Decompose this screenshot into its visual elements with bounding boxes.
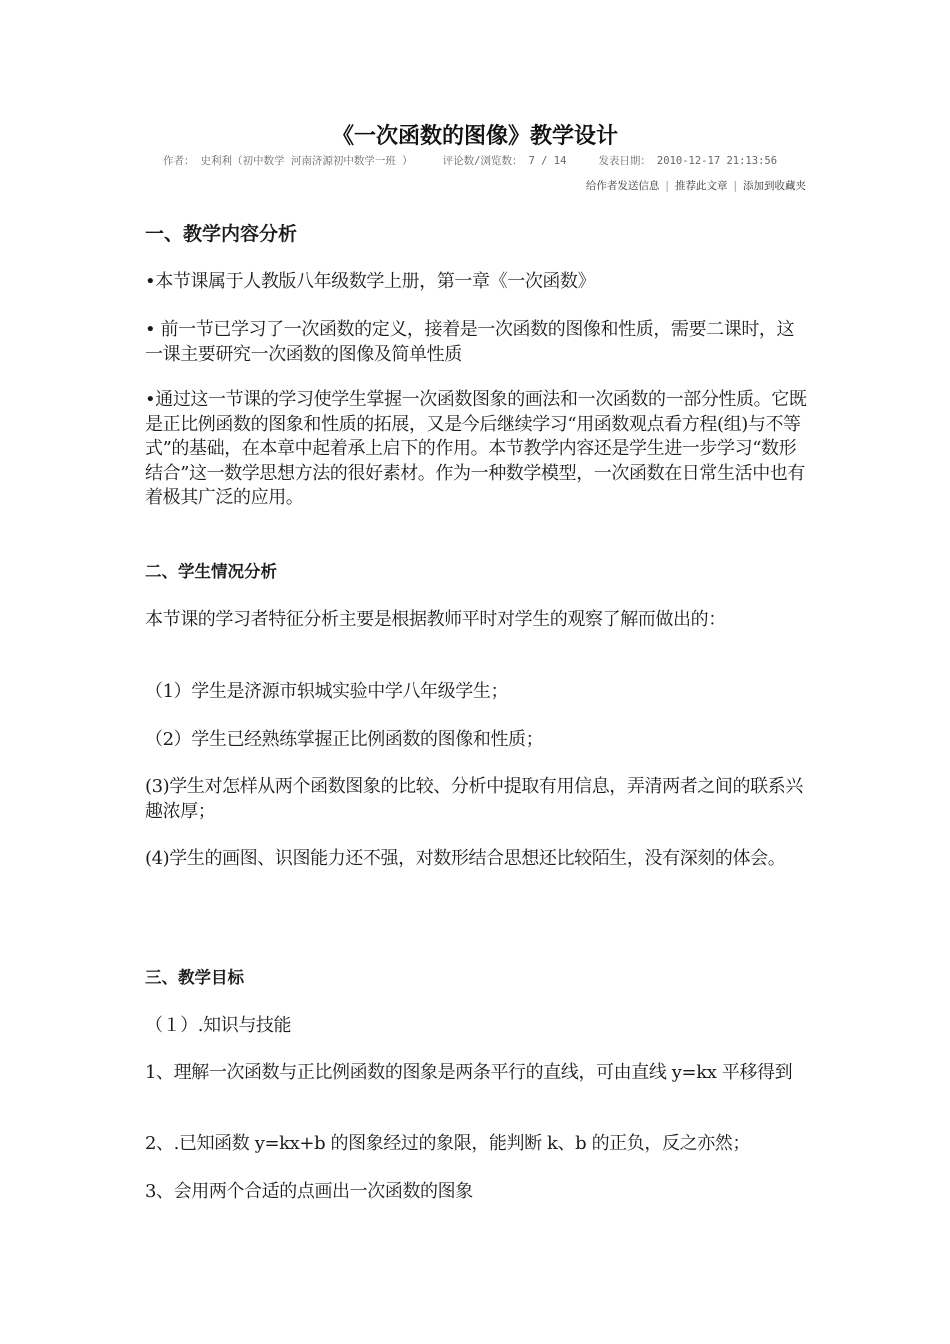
recommend-link[interactable]: 推荐此文章 — [674, 180, 728, 192]
paragraph: •通过这一节课的学习使学生掌握一次函数图象的画法和一次函数的一部分性质。它既是正比例函数的图象和性质的拓展，又是今后继续学习“用函数观点看方程(组)与不等式”的基础，在本章中起着承上启下的作用。本节教学内容还是学生进一步学习“数形结合”这一数学思想方法的很好素材。作为一种数学模型，一次函数在日常生活中也有着极其广泛的应用。 — [145, 389, 807, 508]
date-value: 2010-12-17 21:13:56 — [656, 155, 778, 167]
link-separator: | — [665, 180, 669, 192]
list-item: (4)学生的画图、识图能力还不强，对数形结合思想还比较陌生，没有深刻的体会。 — [145, 848, 786, 869]
subheading: （１）.知识与技能 — [145, 1015, 292, 1036]
list-item: 1、理解一次函数与正比例函数的图象是两条平行的直线，可由直线 y=kx 平移得到 — [145, 1062, 793, 1083]
author-name: 史利利（初中数学 河南济源初中数学一班 ） — [200, 155, 413, 167]
section-heading-content-analysis: 一、教学内容分析 — [145, 223, 298, 245]
list-item: （2）学生已经熟练掌握正比例函数的图像和性质； — [145, 729, 544, 750]
stats-value: 7 / 14 — [528, 155, 567, 167]
add-favorite-link[interactable]: 添加到收藏夹 — [743, 180, 806, 192]
send-message-link[interactable]: 给作者发送信息 — [585, 180, 660, 192]
list-item: 3、会用两个合适的点画出一次函数的图象 — [145, 1181, 473, 1202]
stats-label: 评论数/浏览数： — [442, 155, 523, 167]
link-separator: | — [733, 180, 737, 192]
article-meta — [163, 154, 777, 168]
section-heading-student-analysis: 二、学生情况分析 — [145, 562, 277, 581]
list-item: (3)学生对怎样从两个函数图象的比较、分析中提取有用信息，弄清两者之间的联系兴趣浓厚； — [145, 776, 803, 822]
section-heading-teaching-goals: 三、教学目标 — [145, 968, 244, 987]
date-label: 发表日期： — [598, 155, 651, 167]
article-actions — [586, 179, 806, 193]
list-item: （1）学生是济源市轵城实验中学八年级学生； — [145, 681, 509, 702]
paragraph: •本节课属于人教版八年级数学上册，第一章《一次函数》 — [145, 271, 596, 292]
paragraph: • 前一节已学习了一次函数的定义，接着是一次函数的图像和性质，需要二课时，这一课主要研究一次函数的图像及简单性质 — [145, 319, 795, 365]
paragraph: 本节课的学习者特征分析主要是根据教师平时对学生的观察了解而做出的： — [145, 609, 726, 630]
author-label: 作者： — [163, 155, 195, 167]
article-title: 《一次函数的图像》教学设计 — [331, 124, 618, 149]
list-item: 2、.已知函数 y=kx+b 的图象经过的象限，能判断 k、b 的正负，反之亦然； — [145, 1133, 751, 1154]
